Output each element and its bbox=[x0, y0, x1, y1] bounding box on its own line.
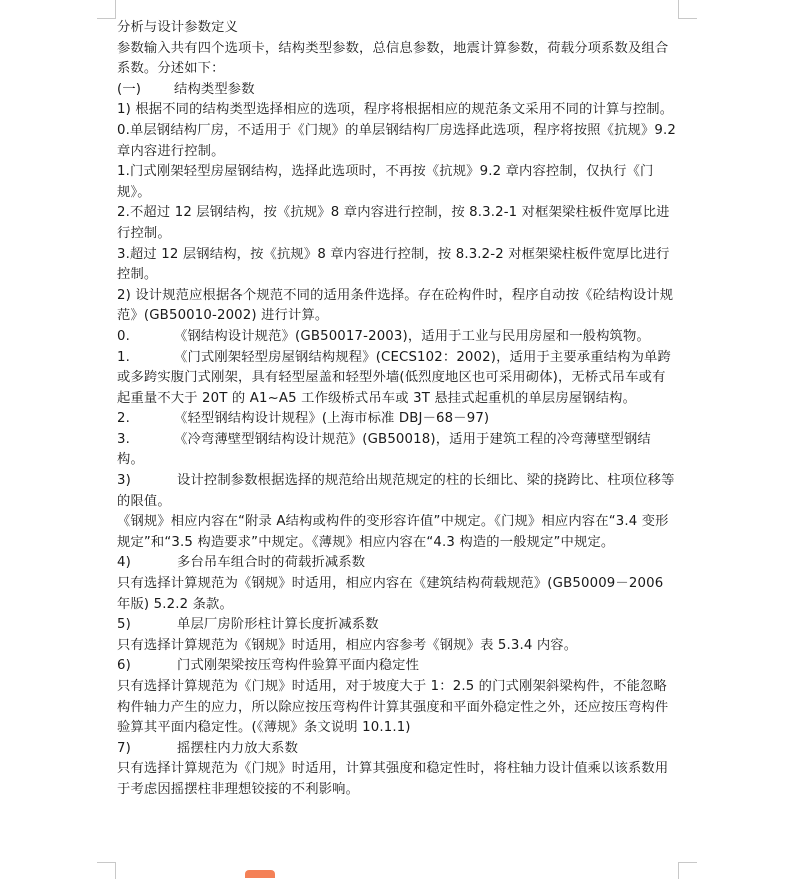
item-number: 7) bbox=[117, 740, 131, 756]
item-text: 《轻型钢结构设计规程》(上海市标准 DBJ－68－97) bbox=[174, 411, 490, 427]
item-text: 《门式刚架轻型房屋钢结构规程》(CECS102：2002)，适用于主要承重结构为单跨或多跨实腹门式刚架，具有轻型屋盖和轻型外墙(低烈度地区也可采用砌体)，无桥式吊车或有起重量不大于 20T 的 A1~A5 工作级桥式吊车或 3T 悬挂式起重机的单层房屋钢结构。 bbox=[117, 349, 671, 406]
paragraph: 3.超过 12 层钢结构，按《抗规》8 章内容进行控制，按 8.3.2-2 对框架梁柱板件宽厚比进行控制。 bbox=[117, 246, 670, 283]
item-text: 《冷弯薄壁型钢结构设计规范》(GB50018)，适用于建筑工程的冷弯薄壁型钢结构。 bbox=[117, 431, 651, 468]
crop-mark-top-right bbox=[678, 0, 697, 19]
item-text: 摇摆柱内力放大系数 bbox=[177, 740, 299, 756]
list-item bbox=[117, 348, 677, 410]
item-number: 3. bbox=[117, 431, 130, 447]
section-title: 分析与设计参数定义 bbox=[117, 20, 239, 35]
paragraph: 只有选择计算规范为《门规》时适用，计算其强度和稳定性时，将柱轴力设计值乘以该系数用于考虑因摇摆柱非理想铰接的不利影响。 bbox=[117, 761, 669, 797]
item-number: 0. bbox=[117, 328, 130, 344]
paragraph: 《钢规》相应内容在“附录 A结构或构件的变形容许值”中规定。《门规》相应内容在“3.4 变形规定”和“3.5 构造要求”中规定。《薄规》相应内容在“4.3 构造的一般规定”中规定。 bbox=[117, 514, 669, 550]
item-number: 5) bbox=[117, 617, 131, 633]
item-text: 《钢结构设计规范》(GB50017-2003)，适用于工业与民用房屋和一般构筑物。 bbox=[174, 328, 650, 344]
item-text: 单层厂房阶形柱计算长度折减系数 bbox=[177, 617, 379, 633]
footer-accent-shape bbox=[245, 870, 275, 878]
item-number: 4) bbox=[117, 555, 131, 571]
crop-mark-top-left bbox=[97, 0, 116, 19]
item-number: 6) bbox=[117, 658, 131, 674]
list-item bbox=[117, 327, 677, 348]
item-text: 结构类型参数 bbox=[174, 81, 255, 97]
list-item bbox=[117, 615, 677, 636]
crop-mark-bottom-right bbox=[678, 862, 697, 879]
paragraph: 1) 根据不同的结构类型选择相应的选项，程序将根据相应的规范条文采用不同的计算与控制。 bbox=[117, 102, 674, 118]
item-number: 3) bbox=[117, 473, 131, 489]
list-item bbox=[117, 409, 677, 430]
list-item bbox=[117, 471, 677, 512]
paragraph: 只有选择计算规范为《钢规》时适用，相应内容参考《钢规》表 5.3.4 内容。 bbox=[117, 637, 578, 653]
paragraph: 只有选择计算规范为《钢规》时适用，相应内容在《建筑结构荷载规范》(GB50009－2006 年版) 5.2.2 条款。 bbox=[117, 576, 664, 612]
item-number: 2. bbox=[117, 411, 130, 427]
item-text: 门式刚架梁按压弯构件验算平面内稳定性 bbox=[177, 658, 420, 674]
list-item bbox=[117, 656, 677, 677]
paragraph: 1.门式刚架轻型房屋钢结构，选择此选项时，不再按《抗规》9.2 章内容控制，仅执行《门规》。 bbox=[117, 164, 654, 200]
item-text: 设计控制参数根据选择的规范给出规范规定的柱的长细比、梁的挠跨比、柱项位移等的限值。 bbox=[117, 473, 675, 509]
item-number: 1. bbox=[117, 349, 130, 365]
item-text: 多台吊车组合时的荷载折减系数 bbox=[177, 555, 366, 571]
list-item bbox=[117, 739, 677, 760]
paragraph: 2.不超过 12 层钢结构，按《抗规》8 章内容进行控制，按 8.3.2-1 对框架梁柱板件宽厚比进行控制。 bbox=[117, 205, 670, 241]
subsection-heading bbox=[117, 80, 677, 101]
list-item bbox=[117, 553, 677, 574]
paragraph: 0.单层钢结构厂房，不适用于《门规》的单层钢结构厂房选择此选项，程序将按照《抗规》9.2 章内容进行控制。 bbox=[117, 122, 677, 159]
paragraph: 2) 设计规范应根据各个规范不同的适用条件选择。存在砼构件时，程序自动按《砼结构设计规范》(GB50010-2002) 进行计算。 bbox=[117, 287, 674, 324]
item-number: (一) bbox=[117, 81, 142, 97]
paragraph: 只有选择计算规范为《门规》时适用，对于坡度大于 1：2.5 的门式刚架斜梁构件，不能忽略构件轴力产生的应力，所以除应按压弯构件计算其强度和平面外稳定性之外，还应按压弯构件验算其平面内稳定性。(《薄规》条文说明 10.1.1) bbox=[117, 679, 669, 736]
crop-mark-bottom-left bbox=[97, 862, 116, 879]
list-item bbox=[117, 430, 677, 471]
document-body bbox=[117, 18, 677, 801]
paragraph: 参数输入共有四个选项卡，结构类型参数，总信息参数，地震计算参数，荷载分项系数及组合系数。分述如下： bbox=[117, 40, 669, 77]
